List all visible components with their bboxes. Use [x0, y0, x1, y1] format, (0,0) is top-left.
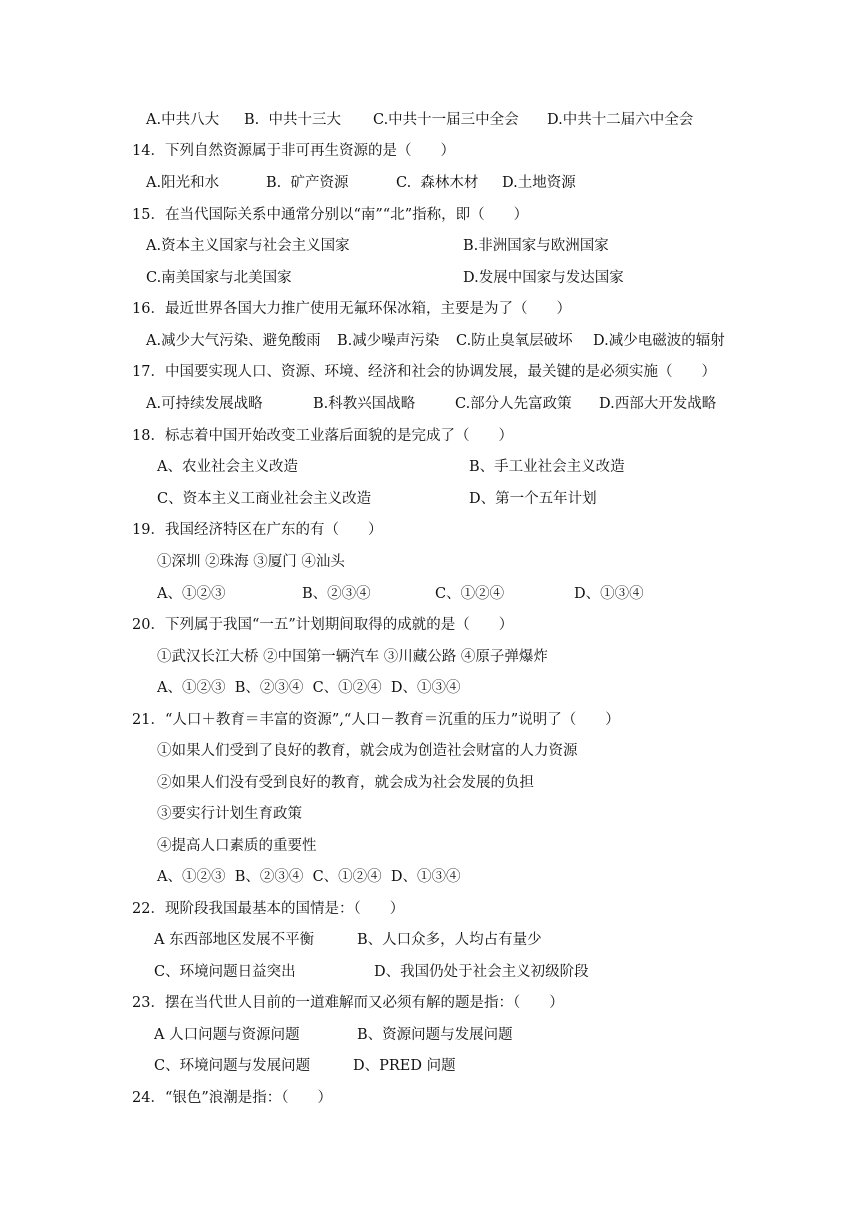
- q19-stem: 19．我国经济特区在广东的有（ ）: [132, 522, 383, 538]
- q22-option-a: A 东西部地区发展不平衡: [154, 932, 315, 948]
- q18-option-b: B、手工业社会主义改造: [469, 459, 625, 475]
- q14-option-b: B. 矿产资源: [266, 175, 349, 191]
- q21-item-3: ③要实行计划生育政策: [157, 806, 302, 822]
- q19-option-a: A、①②③: [157, 586, 226, 602]
- q17-stem: 17．中国要实现人口、资源、环境、经济和社会的协调发展，最关键的是必须实施（ ）: [132, 364, 716, 380]
- q21-options: A、①②③ B、②③④ C、①②④ D、①③④: [157, 869, 461, 885]
- q23-stem: 23．摆在当代世人目前的一道难解而又必须有解的题是指：（ ）: [132, 995, 564, 1011]
- q19-items: ①深圳 ②珠海 ③厦门 ④汕头: [157, 554, 345, 570]
- q22-option-c: C、环境问题日益突出: [154, 964, 296, 980]
- q13-option-c: C.中共十一届三中全会: [373, 112, 519, 128]
- q14-stem: 14．下列自然资源属于非可再生资源的是（ ）: [132, 143, 455, 159]
- q16-option-b: B.减少噪声污染: [337, 333, 440, 349]
- q20-stem: 20．下列属于我国“一五”计划期间取得的成就的是（ ）: [132, 617, 514, 633]
- q18-option-d: D、第一个五年计划: [469, 491, 597, 507]
- q17-option-d: D.西部大开发战略: [599, 396, 717, 412]
- q14-option-d: D.土地资源: [502, 175, 576, 191]
- q20-items: ①武汉长江大桥 ②中国第一辆汽车 ③川藏公路 ④原子弹爆炸: [157, 649, 548, 665]
- q21-item-2: ②如果人们没有受到良好的教育，就会成为社会发展的负担: [157, 775, 534, 791]
- q23-option-c: C、环境问题与发展问题: [154, 1058, 311, 1074]
- q16-option-a: A.减少大气污染、避免酸雨: [146, 333, 321, 349]
- q17-option-b: B.科教兴国战略: [313, 396, 416, 412]
- q19-option-c: C、①②④: [435, 586, 505, 602]
- q21-stem: 21．“人口＋教育＝丰富的资源”,“人口－教育＝沉重的压力”说明了（ ）: [132, 712, 620, 728]
- q20-options: A、①②③ B、②③④ C、①②④ D、①③④: [157, 680, 461, 696]
- q13-option-d: D.中共十二届六中全会: [547, 112, 694, 128]
- q21-item-4: ④提高人口素质的重要性: [157, 838, 317, 854]
- q22-option-d: D、我国仍处于社会主义初级阶段: [374, 964, 589, 980]
- q18-option-c: C、资本主义工商业社会主义改造: [157, 491, 372, 507]
- q16-option-c: C.防止臭氧层破坏: [456, 333, 573, 349]
- q15-option-c: C.南美国家与北美国家: [146, 270, 292, 286]
- q13-option-a: A.中共八大: [146, 112, 220, 128]
- q15-stem: 15．在当代国际关系中通常分别以“南”“北”指称，即（ ）: [132, 207, 529, 223]
- q14-option-c: C. 森林木材: [396, 175, 479, 191]
- q19-option-d: D、①③④: [574, 586, 644, 602]
- q15-option-d: D.发展中国家与发达国家: [463, 270, 624, 286]
- q23-option-a: A 人口问题与资源问题: [154, 1027, 300, 1043]
- q18-stem: 18．标志着中国开始改变工业落后面貌的是完成了（ ）: [132, 428, 513, 444]
- q24-stem: 24．“银色”浪潮是指：（ ）: [132, 1090, 333, 1106]
- q23-option-b: B、资源问题与发展问题: [357, 1027, 513, 1043]
- q23-option-d: D、PRED 问题: [353, 1058, 456, 1074]
- q18-option-a: A、农业社会主义改造: [157, 459, 298, 475]
- q15-option-b: B.非洲国家与欧洲国家: [463, 238, 609, 254]
- q16-stem: 16．最近世界各国大力推广使用无氟环保冰箱，主要是为了（ ）: [132, 301, 571, 317]
- q19-option-b: B、②③④: [302, 586, 371, 602]
- q17-option-c: C.部分人先富政策: [455, 396, 572, 412]
- q22-stem: 22．现阶段我国最基本的国情是：（ ）: [132, 901, 405, 917]
- q21-item-1: ①如果人们受到了良好的教育，就会成为创造社会财富的人力资源: [157, 743, 578, 759]
- q13-option-b: B. 中共十三大: [244, 112, 341, 128]
- q14-option-a: A.阳光和水: [146, 175, 220, 191]
- q17-option-a: A.可持续发展战略: [146, 396, 263, 412]
- q22-option-b: B、人口众多，人均占有量少: [357, 932, 542, 948]
- q16-option-d: D.减少电磁波的辐射: [593, 333, 725, 349]
- q15-option-a: A.资本主义国家与社会主义国家: [146, 238, 350, 254]
